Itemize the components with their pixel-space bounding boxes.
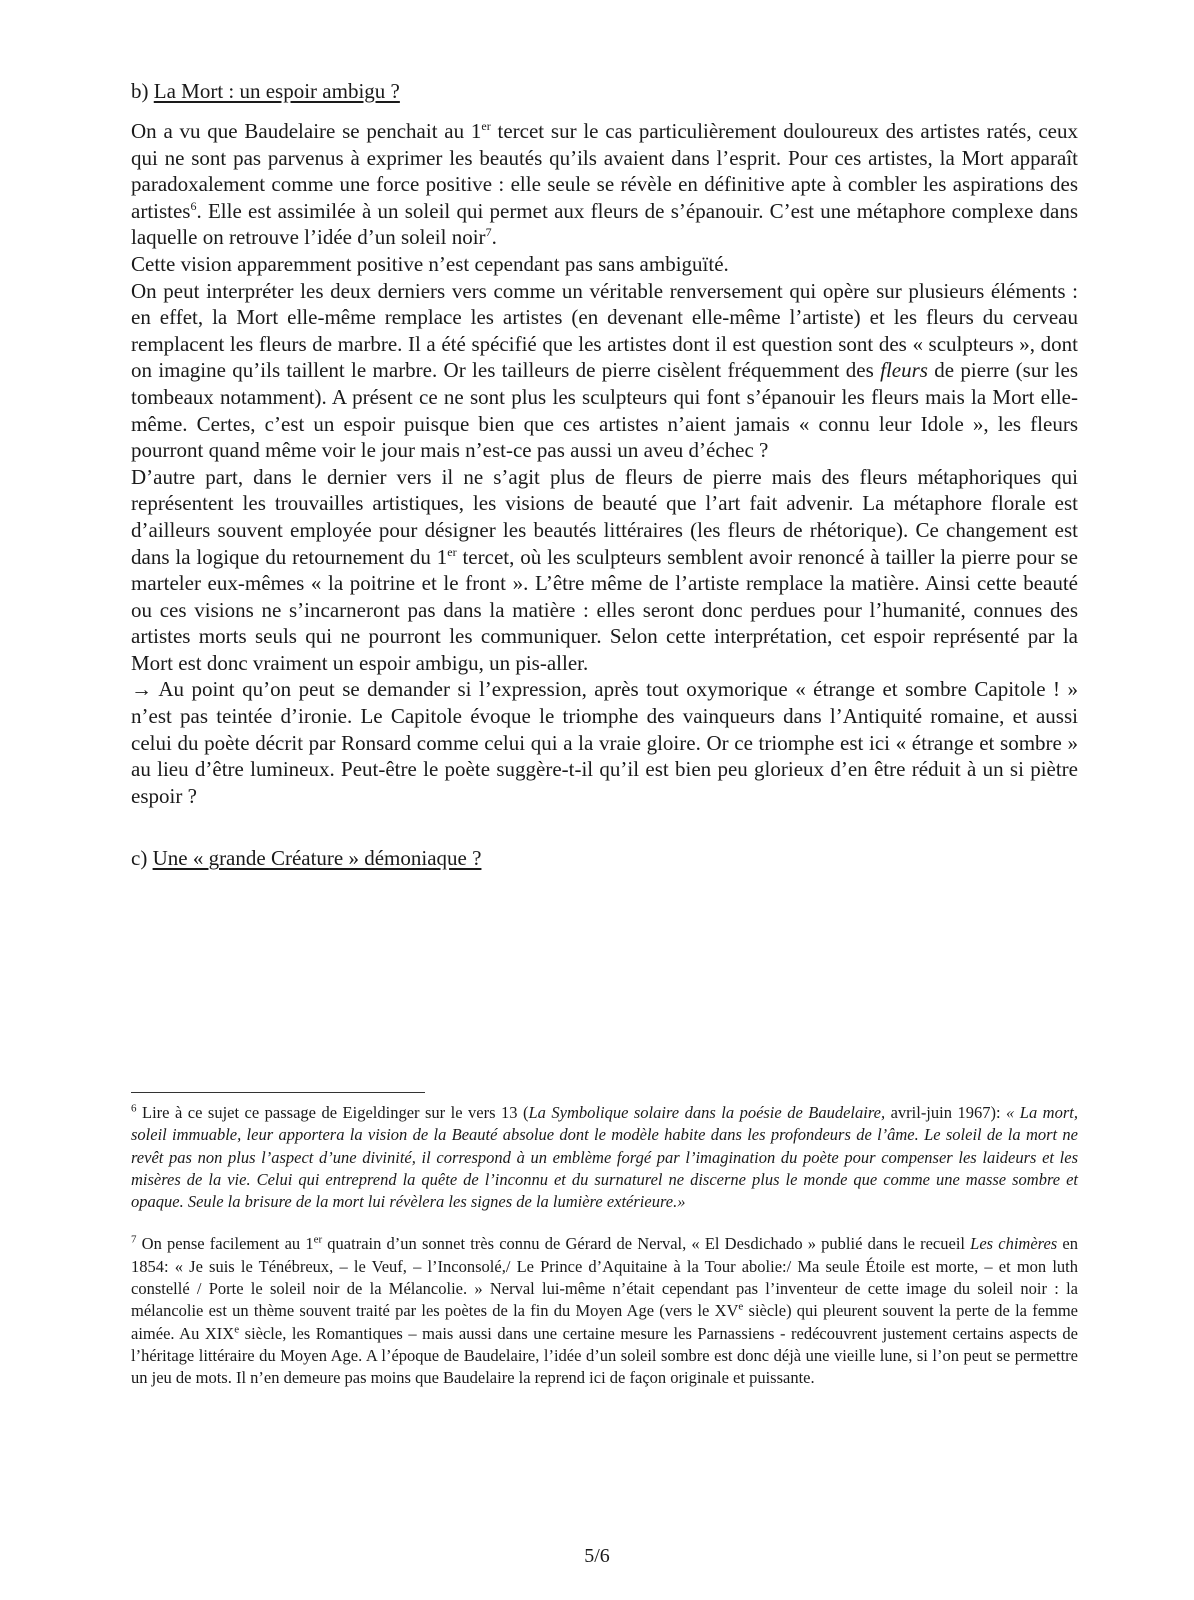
text-run: On peut interpréter les deux derniers vers comme un véritable renversement qui opère sur plusieurs éléments : en effet, la Mort elle-même remplace les artistes (en devenant elle-même l’artiste) et les fleurs du cerveau remplacent les fleurs de marbre. Il a été spécifié que les artistes dont il est question sont des « sculpteurs », dont on imagine qu’ils taillent le marbre. Or les tailleurs de pierre cisèlent fréquemment des — [131, 278, 1078, 383]
text-run: . Elle est assimilée à un soleil qui permet aux fleurs de s’épanouir. C’est une métaphore complexe dans laquelle on retrouve l’idée d’un soleil noir — [131, 198, 1078, 250]
text-run: siècle, les Romantiques – mais aussi dans une certaine mesure les Parnassiens - redécouvrent justement certains aspects de l’héritage littéraire du Moyen Age. A l’époque de Baudelaire, l’idée d’un soleil sombre est donc déjà une vieille lune, si l’on peut se permettre un jeu de mots. Il n’en demeure pas moins que Baudelaire la reprend ici de façon originale et puissante. — [131, 1323, 1078, 1388]
footnote-separator — [131, 1092, 425, 1093]
ordinal-superscript: e — [234, 1323, 240, 1336]
text-run: avril-juin 1967): — [885, 1103, 1007, 1122]
section-b-prefix: b) — [131, 79, 154, 103]
text-run: On a vu que Baudelaire se penchait au 1 — [131, 119, 482, 143]
footnote-7 — [131, 1233, 1078, 1389]
book-title: Les chimères — [970, 1234, 1058, 1254]
paragraph-2: Cette vision apparemment positive n’est cependant pas sans ambiguïté. — [131, 251, 729, 276]
ordinal-superscript: er — [447, 544, 457, 559]
text-run: D’autre part, dans le dernier vers il ne s’agit plus de fleurs de pierre mais des fleurs métaphoriques qui représentent les trouvailles artistiques, les visions de beauté que l’art fait advenir. La métaphore florale est d’ailleurs souvent employée pour désigner les beautés littéraires (les fleurs de rhétorique). Ce changement est dans la logique du retournement du 1 — [131, 464, 1078, 569]
book-title: La Symbolique solaire dans la poésie de Baudelaire, — [528, 1103, 886, 1122]
italic-emphasis: fleurs — [880, 358, 928, 383]
paragraph-1 — [131, 118, 1078, 251]
footnote-ref-6[interactable]: 6 — [190, 198, 197, 213]
text-run: siècle) qui pleurent souvent la perte de la femme aimée. Au XIX — [131, 1301, 1079, 1343]
ordinal-superscript: er — [481, 119, 491, 133]
quotation: « La mort, soleil immuable, leur apportera la vision de la Beauté absolue dont le modèle habite dans les profondeurs de l’âme. Le soleil de la mort ne revêt pas non plus l’aspect d’une divinité, il correspond à un emblème forgé par l’imagination du poète pour compenser les laideurs et les misères de la vie. Celui qui entreprend la quête de l’inconnu et du surnaturel ne discerne plus le monde que comme une masse sombre et opaque. Seule la brisure de la mort lui révèlera les signes de la lumière extérieure.» — [131, 1103, 1078, 1212]
text-run: en 1854: « Je suis le Ténébreux, – le Veuf, – l’Inconsolé,/ Le Prince d’Aquitaine à la Tour abolie:/ Ma seule Étoile est morte, – et mon luth constellé / Porte le soleil noir de la Mélancolie. » Nerval lui-même n’était cependant pas l’inventeur de cette image du soleil noir : la mélancolie est un thème souvent traité par les poètes de la fin du Moyen Age (vers le XV — [131, 1234, 1078, 1321]
footnote-ref-7[interactable]: 7 — [485, 225, 492, 240]
text-run: On pense facilement au 1 — [136, 1234, 314, 1254]
footnote-6 — [131, 1102, 1078, 1213]
section-b-heading — [131, 78, 1078, 104]
paragraph-3 — [131, 278, 1078, 464]
text-run: . — [491, 225, 497, 250]
section-b-title: La Mort : un espoir ambigu ? — [153, 79, 400, 103]
paragraph-5: → Au point qu’on peut se demander si l’expression, après tout oxymorique « étrange et sombre Capitole ! » n’est pas teintée d’ironie. Le Capitole évoque le triomphe des vainqueurs dans l’Antiquité romaine, et aussi celui du poète décrit par Ronsard comme celui qui a la vraie gloire. Or ce triomphe est ici « étrange et sombre » au lieu d’être lumineux. Peut-être le poète suggère-t-il qu’il est bien peu glorieux d’en être réduit à un si piètre espoir ? — [131, 677, 1078, 808]
text-run: tercet sur le cas particulièrement douloureux des artistes ratés, ceux qui ne sont pas parvenus à exprimer les beautés qu’ils avaient dans l’esprit. Pour ces artistes, la Mort apparaît paradoxalement comme une force positive : elle seule se révèle en définitive apte à combler les aspirations des artistes — [131, 119, 1078, 223]
document-page — [131, 78, 1078, 871]
text-run: Lire à ce sujet ce passage de Eigeldinger sur le vers 13 ( — [136, 1103, 529, 1122]
section-c-heading — [131, 845, 1078, 871]
page-number: 5/6 — [584, 1545, 610, 1567]
ordinal-superscript: er — [313, 1233, 323, 1246]
ordinal-superscript: e — [738, 1300, 744, 1313]
paragraph-4 — [131, 464, 1078, 677]
text-run: tercet, où les sculpteurs semblent avoir renoncé à tailler la pierre pour se marteler eux-mêmes « la poitrine et le front ». L’être même de l’artiste remplace la matière. Ainsi cette beauté ou ces visions ne s’incarneront pas dans la matière : elles seront donc perdues pour l’humanité, connues des artistes morts seuls qui ne pourront les communiquer. Selon cette interprétation, cet espoir représenté par la Mort est donc vraiment un espoir ambigu, un pis-aller. — [131, 544, 1079, 675]
text-run: quatrain d’un sonnet très connu de Gérard de Nerval, « El Desdichado » publié dans le recueil — [322, 1234, 971, 1254]
footnote-number: 6 — [131, 1102, 137, 1115]
body-text — [131, 118, 1078, 809]
text-run: de pierre (sur les tombeaux notamment). A présent ce ne sont plus les sculpteurs qui font s’épanouir les fleurs mais la Mort elle-même. Certes, c’est un espoir puisque bien que ces artistes n’aient jamais « connu leur Idole », les fleurs pourront quand même voir le jour mais n’est-ce pas aussi un aveu d’échec ? — [131, 358, 1078, 463]
section-c-prefix: c) — [131, 846, 153, 871]
footnote-number: 7 — [131, 1233, 137, 1246]
footnotes — [131, 1102, 1078, 1390]
section-c-title: Une « grande Créature » démoniaque ? — [152, 846, 482, 871]
